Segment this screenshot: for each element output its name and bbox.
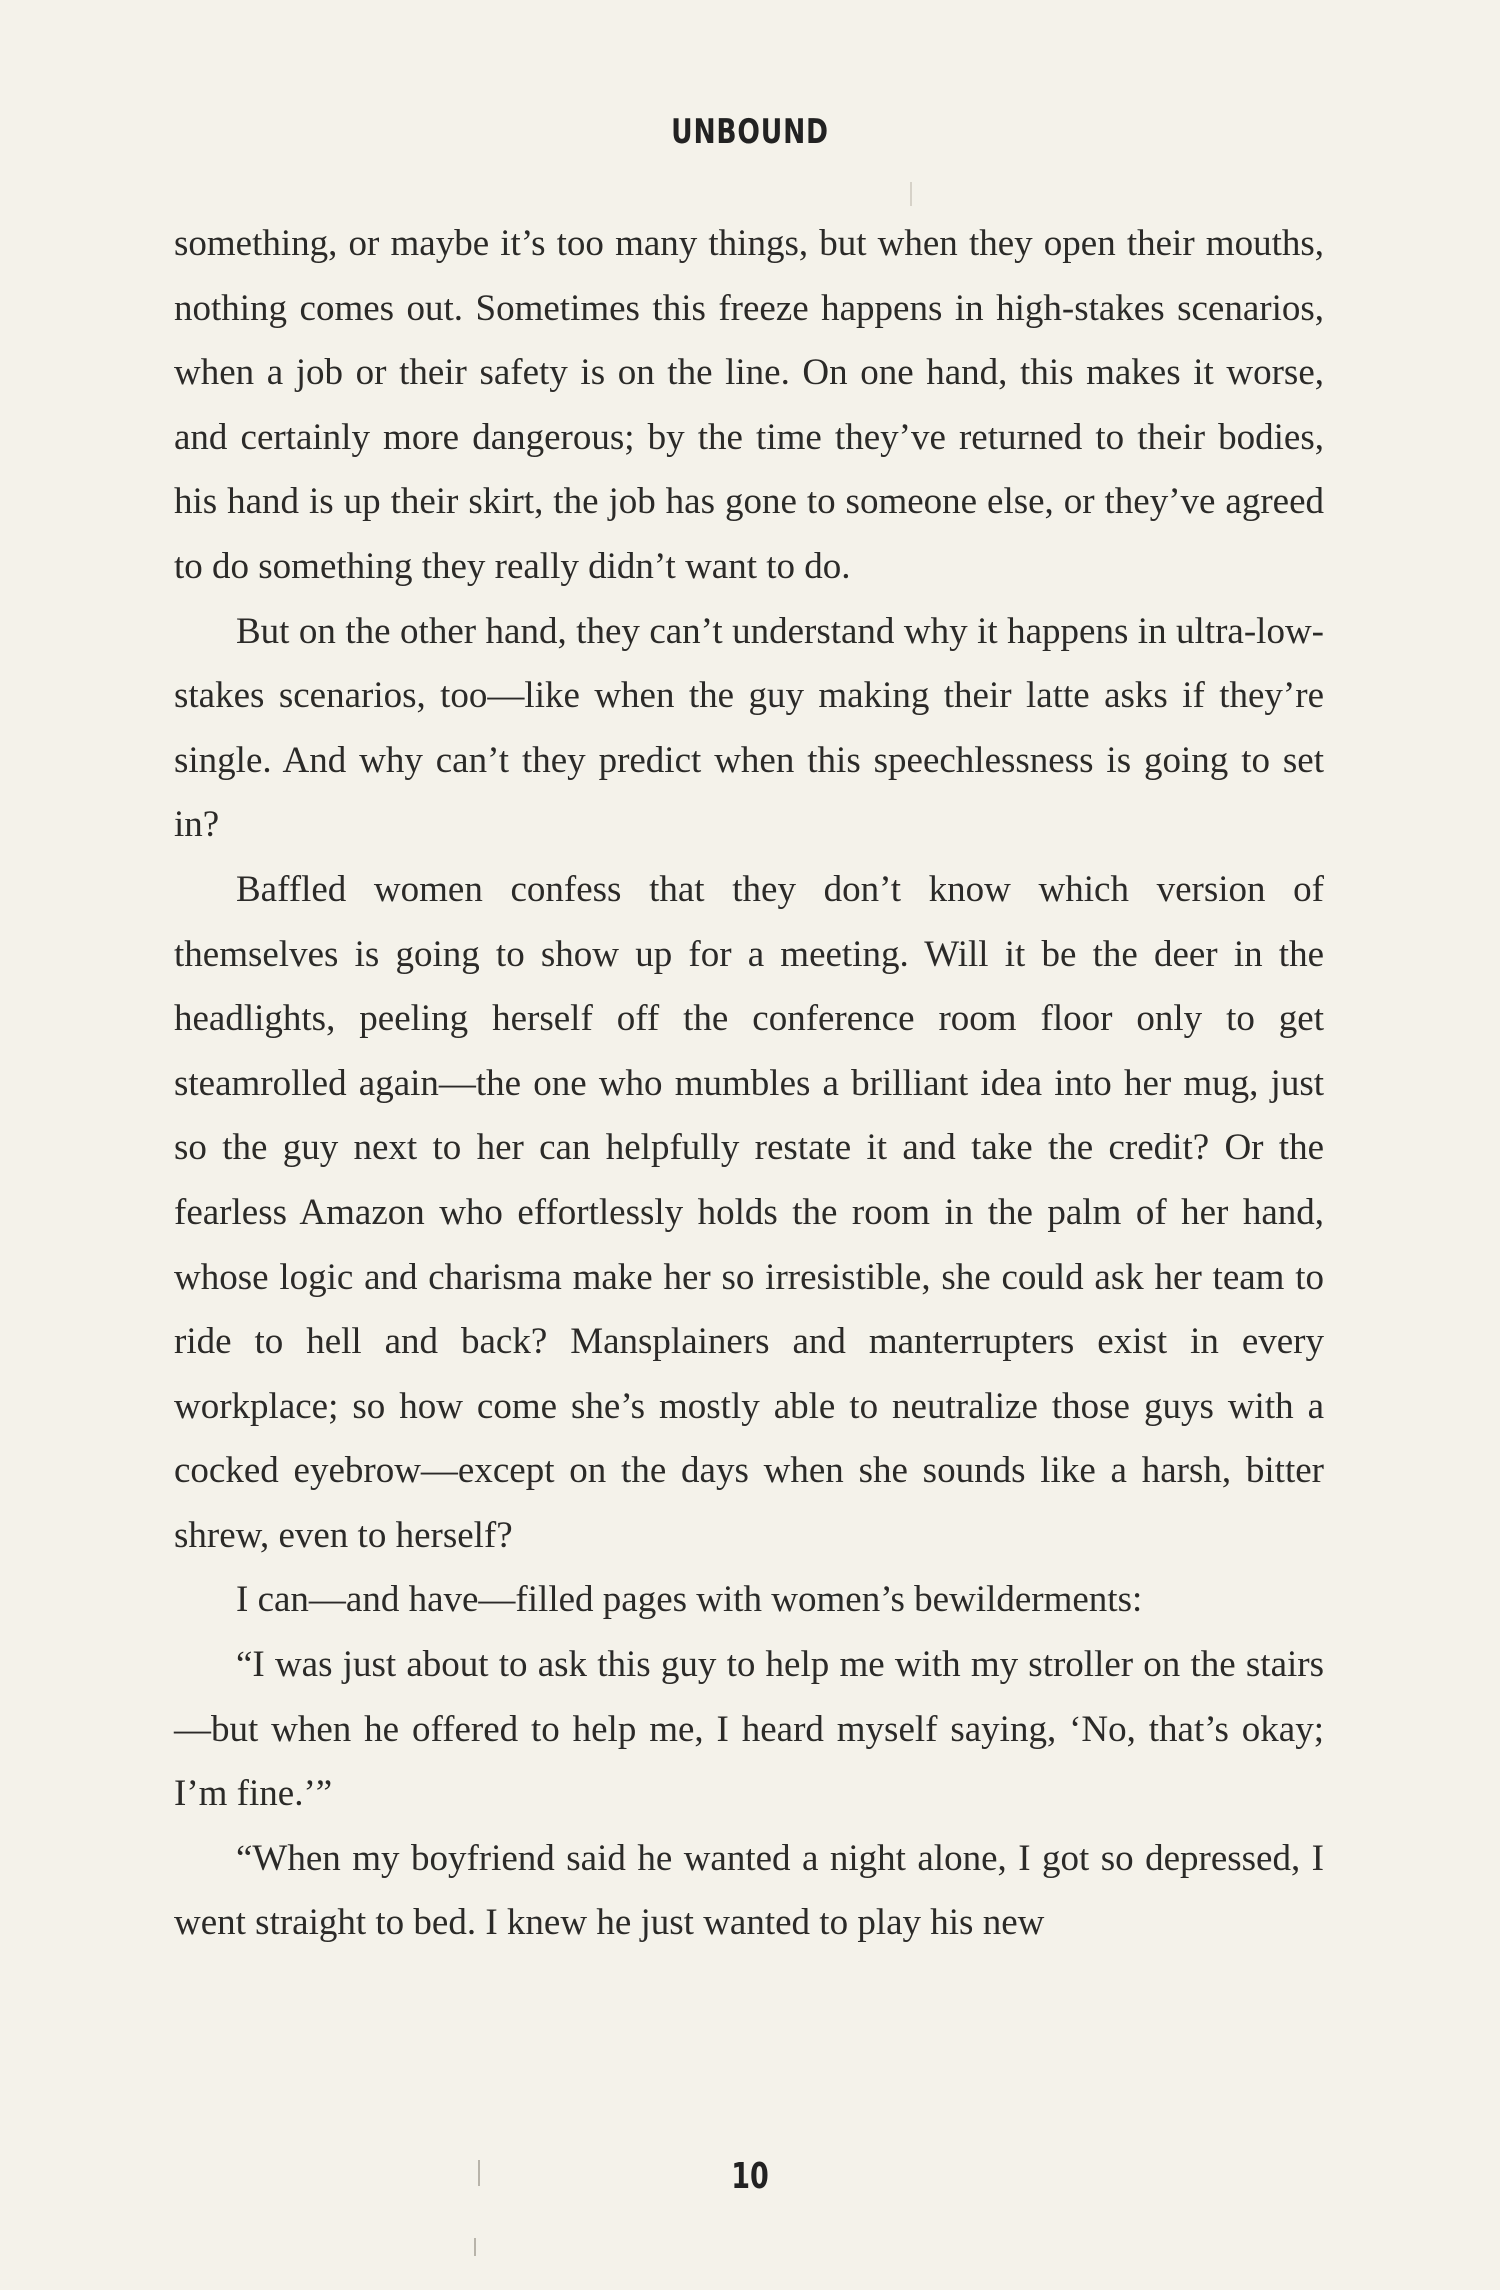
quote-paragraph: “When my boyfriend said he wanted a night alone, I got so depressed, I went straight to bed. I knew he just wanted to play his new (174, 1837, 1324, 1944)
paragraph-continued: something, or maybe it’s too many things, but when they open their mouths, nothing comes out. Sometimes this freeze happens in high-stakes scenarios, when a job or their safety is on the line. On one hand, this makes it worse, and certainly more dangerous; by the time they’ve returned to their bodies, his hand is up their skirt, the job has gone to someone else, or they’ve agreed to do something they really didn’t want to do. (174, 223, 1324, 587)
scan-speck (478, 2160, 480, 2186)
page-number: 10 (731, 2156, 769, 2197)
paragraph: Baffled women confess that they don’t know which version of themselves is going to show up for a meeting. Will it be the deer in the headlights, peeling herself off the conference room floor only to get steamrolled again—the one who mumbles a brilliant idea into her mug, just so the guy next to her can helpfully restate it and take the credit? Or the fearless Amazon who effortlessly holds the room in the palm of her hand, whose logic and charisma make her so irresistible, she could ask her team to ride to hell and back? Mansplainers and manterrupters exist in every workplace; so how come she’s mostly able to neutralize those guys with a cocked eyebrow—except on the days when she sounds like a harsh, bitter shrew, even to herself? (174, 868, 1324, 1556)
paragraph: I can—and have—filled pages with women’s bewilderments: (236, 1579, 1143, 1621)
quote-paragraph: “I was just about to ask this guy to help me with my stroller on the stairs—but when he offered to help me, I heard myself saying, ‘No, that’s okay; I’m fine.’” (174, 1644, 1324, 1815)
running-head: UNBOUND (671, 112, 829, 152)
scan-speck (474, 2238, 476, 2256)
paragraph: But on the other hand, they can’t understand why it happens in ultra-low-stakes scenarios, too—like when the guy making their latte asks if they’re single. And why can’t they predict when this speechlessness is going to set in? (174, 610, 1324, 846)
scan-speck (910, 182, 912, 206)
body-text (174, 212, 1324, 1956)
